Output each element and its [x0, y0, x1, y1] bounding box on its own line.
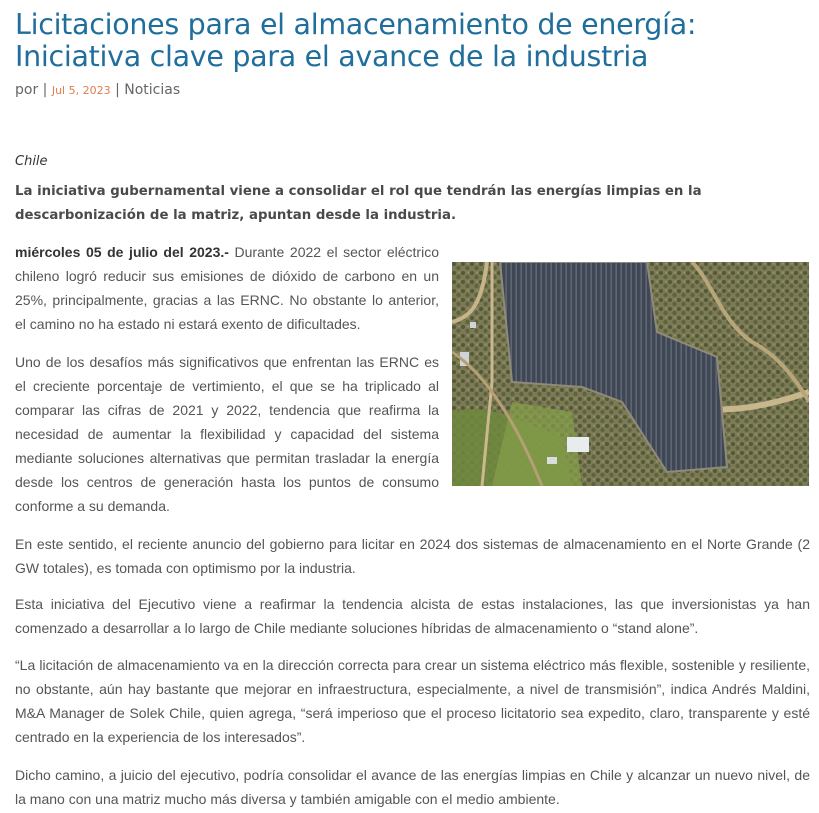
- meta-by: por: [15, 82, 39, 98]
- body-paragraph-3: En este sentido, el reciente anuncio del gobierno para licitar en 2024 dos sistemas de almacenamiento en el Norte Grande (2 GW totales), es tomada con optimismo por la industria.: [15, 536, 810, 576]
- category-link[interactable]: Noticias: [124, 82, 181, 98]
- meta-separator: |: [42, 82, 48, 98]
- dateline: miércoles 05 de julio del 2023.-: [15, 244, 229, 260]
- country-label: Chile: [15, 154, 48, 169]
- post-date: Jul 5, 2023: [51, 84, 111, 97]
- post-meta: [15, 82, 180, 98]
- paragraph-text: Durante 2022 el sector eléctrico chileno logró reducir sus emisiones de dióxido de carbono en un 25%, principalmente, gracias a las ERNC. No obstante lo anterior, el camino no ha estado ni estará exento de dificultades.: [15, 244, 439, 332]
- meta-separator: |: [115, 82, 120, 98]
- solar-farm-photo: [452, 262, 809, 486]
- body-paragraph-6: Dicho camino, a juicio del ejecutivo, podría consolidar el avance de las energías limpias en Chile y alcanzar un nuevo nivel, de la mano con una matriz mucho más diversa y también amigable con el medio ambiente.: [15, 767, 810, 807]
- body-paragraph-2: Uno de los desafíos más significativos que enfrentan las ERNC es el creciente porcentaje de vertimiento, el que se ha triplicado al comparar las cifras de 2021 y 2022, tendencia que reafirma la necesidad de aumentar la flexibilidad y capacidad del sistema mediante soluciones alternativas que permitan trasladar la energía desde los centros de generación hasta los puntos de consumo conforme a su demanda.: [15, 354, 439, 514]
- article-title: Licitaciones para el almacenamiento de energía: Iniciativa clave para el avance de la industria: [15, 8, 697, 73]
- body-paragraph-5: “La licitación de almacenamiento va en la dirección correcta para crear un sistema eléctrico más flexible, sostenible y resiliente, no obstante, aún hay bastante que mejorar en infraestructura, especialmente, a nivel de transmisión”, indica Andrés Maldini, M&A Manager de Solek Chile, quien agrega, “será imperioso que el proceso licitatorio sea expedito, claro, transparente y esté centrado en la experiencia de los interesados”.: [15, 657, 810, 745]
- body-paragraph-4: Esta iniciativa del Ejecutivo viene a reafirmar la tendencia alcista de estas instalaciones, las que inversionistas ya han comenzado a desarrollar a lo largo de Chile mediante soluciones híbridas de almacenamiento o “stand alone”.: [15, 596, 810, 636]
- lead-paragraph: La iniciativa gubernamental viene a consolidar el rol que tendrán las energías limpias en la descarbonización de la matriz, apuntan desde la industria.: [15, 184, 702, 223]
- body-paragraph-1: [15, 240, 439, 336]
